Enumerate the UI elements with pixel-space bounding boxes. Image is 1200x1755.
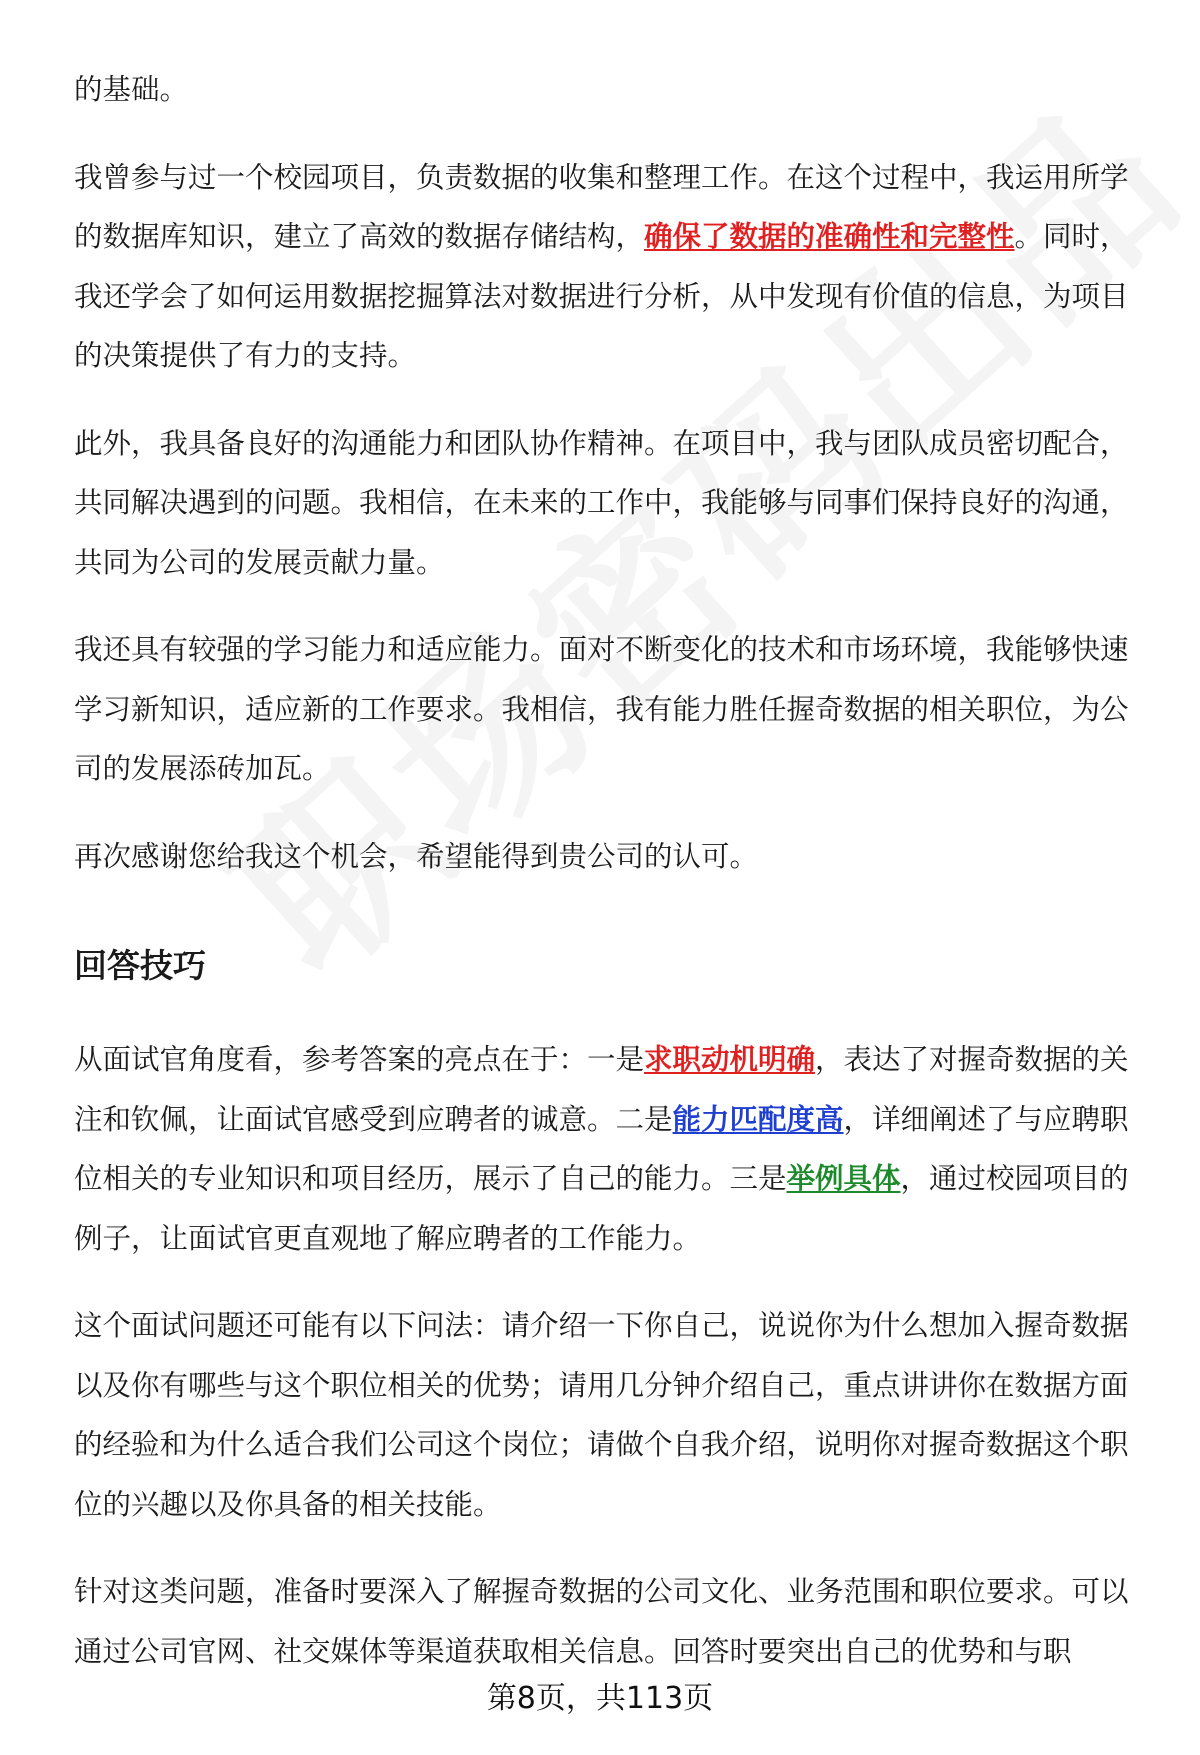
paragraph-text: 我还具有较强的学习能力和适应能力。面对不断变化的技术和市场环境，我能够快速学习新知识，适应新的工作要求。我相信，我有能力胜任握奇数据的相关职位，为公司的发展添砖加瓦。 bbox=[74, 633, 1129, 785]
paragraph-communication bbox=[74, 414, 1146, 593]
paragraph-continuation bbox=[74, 60, 1146, 120]
paragraph-text: 。同时，我还学会了如何运用数据挖掘算法对数据进行分析，从中发现有价值的信息，为项目的决策提供了有力的支持。 bbox=[74, 220, 1129, 372]
paragraph-text: ，表达了对握奇数据的关注和钦佩，让面试官感受到应聘者的诚意。二是 bbox=[74, 1043, 1129, 1136]
page-content bbox=[74, 60, 1146, 1709]
paragraph-project-experience bbox=[74, 148, 1146, 386]
highlight-red: 求职动机明确 bbox=[644, 1043, 816, 1076]
paragraph-text: 从面试官角度看，参考答案的亮点在于：一是 bbox=[74, 1043, 645, 1076]
paragraph-text: 针对这类问题，准备时要深入了解握奇数据的公司文化、业务范围和职位要求。可以通过公司官网、社交媒体等渠道获取相关信息。回答时要突出自己的优势和与职 bbox=[74, 1575, 1129, 1668]
page-number: 第8页，共113页 bbox=[486, 1681, 714, 1716]
paragraph-text: 此外，我具备良好的沟通能力和团队协作精神。在项目中，我与团队成员密切配合，共同解决遇到的问题。我相信，在未来的工作中，我能够与同事们保持良好的沟通，共同为公司的发展贡献力量。 bbox=[74, 426, 1129, 579]
paragraph-text: 的基础。 bbox=[74, 73, 189, 106]
highlight-red: 确保了数据的准确性和完整性 bbox=[644, 220, 1015, 253]
paragraph-text: ，通过校园项目的例子，让面试官更直观地了解应聘者的工作能力。 bbox=[74, 1162, 1129, 1255]
paragraph-tips-preparation bbox=[74, 1562, 1146, 1681]
highlight-green: 举例具体 bbox=[786, 1162, 901, 1195]
paragraph-learning bbox=[74, 620, 1146, 799]
paragraph-text: 再次感谢您给我这个机会，希望能得到贵公司的认可。 bbox=[74, 839, 759, 873]
paragraph-tips-variants bbox=[74, 1296, 1146, 1534]
paragraph-text: 这个面试问题还可能有以下问法：请介绍一下你自己，说说你为什么想加入握奇数据以及你有哪些与这个职位相关的优势；请用几分钟介绍自己，重点讲讲你在数据方面的经验和为什么适合我们公司这个岗位；请做个自我介绍，说明你对握奇数据这个职位的兴趣以及你具备的相关技能。 bbox=[74, 1309, 1129, 1521]
section-title: 回答技巧 bbox=[74, 946, 206, 985]
paragraph-text: ，详细阐述了与应聘职位相关的专业知识和项目经历，展示了自己的能力。三是 bbox=[74, 1102, 1129, 1195]
paragraph-thanks bbox=[74, 827, 1146, 887]
highlight-blue: 能力匹配度高 bbox=[672, 1102, 844, 1136]
paragraph-text: 我曾参与过一个校园项目，负责数据的收集和整理工作。在这个过程中，我运用所学的数据库知识，建立了高效的数据存储结构， bbox=[74, 160, 1129, 253]
paragraph-tips-highlights bbox=[74, 1030, 1146, 1268]
